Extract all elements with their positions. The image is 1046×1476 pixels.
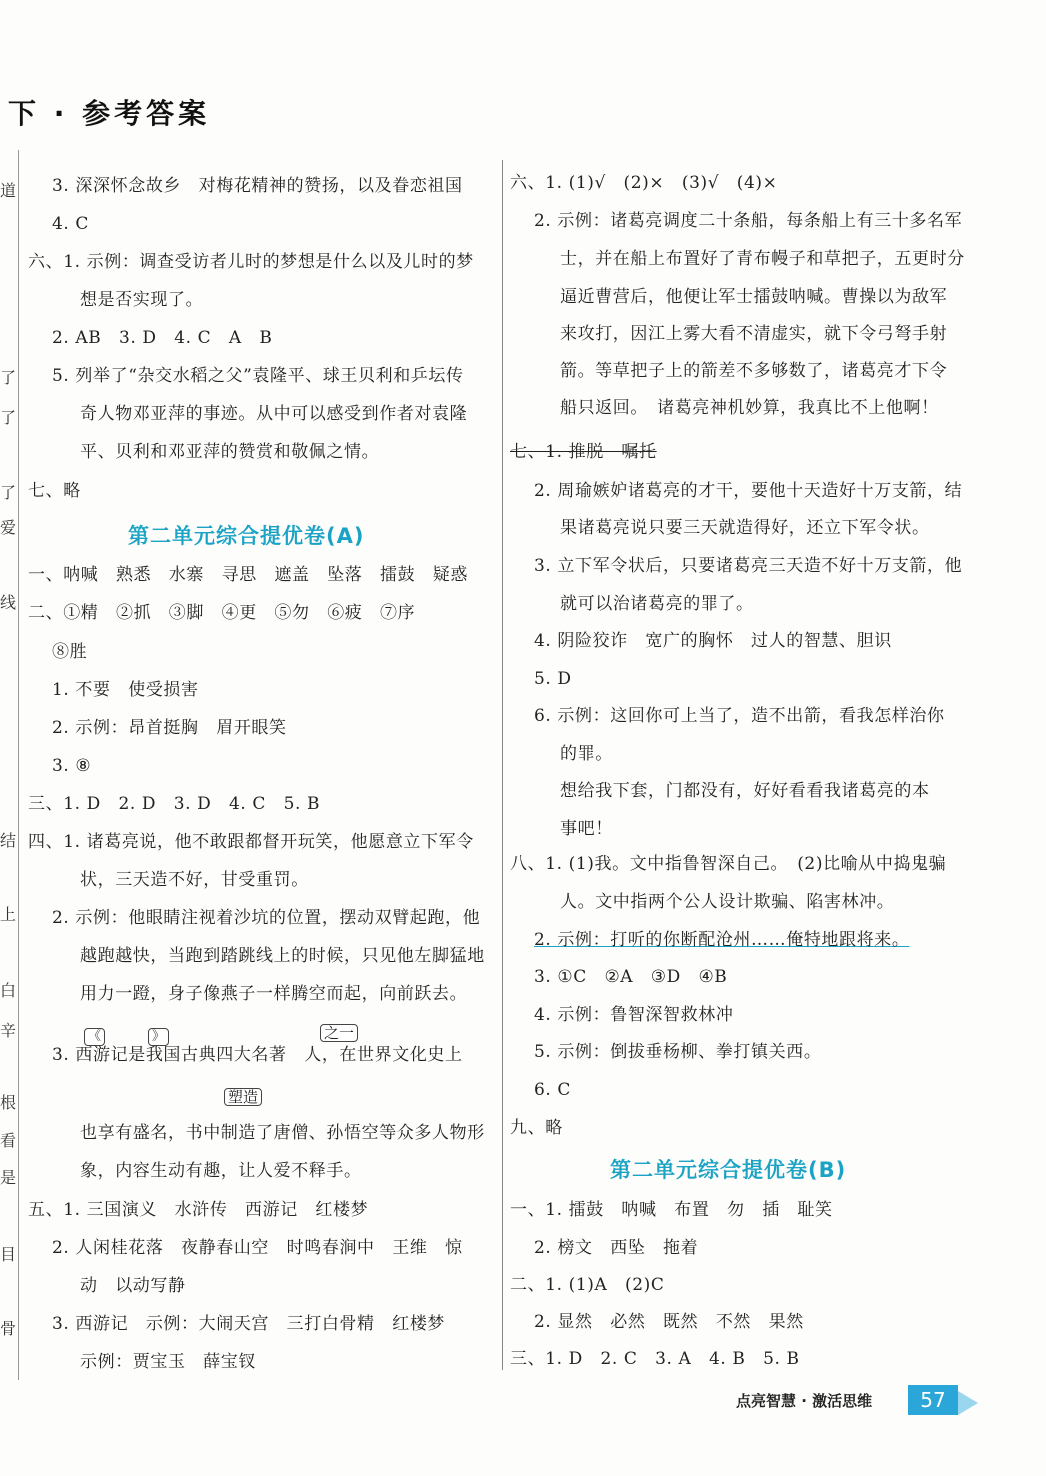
answer-line: 一、1. 擂鼓 呐喊 布置 勿 插 耻笑 — [510, 1200, 833, 1220]
answer-line: 3. 西游记 示例：大闹天宫 三打白骨精 红楼梦 — [52, 1314, 446, 1334]
page-header-title: 下 · 参考答案 — [8, 97, 211, 130]
margin-char: 道 — [0, 181, 17, 200]
answer-line: 逼近曹营后，他便让军士擂鼓呐喊。曹操以为敌军 — [560, 287, 948, 307]
answer-line: 六、1. (1)√ (2)× (3)√ (4)× — [510, 173, 778, 193]
answer-line: 2. 示例：打听的你断配沧州……俺特地跟将来。 — [534, 930, 910, 950]
answer-line: 2. 人闲桂花落 夜静春山空 时鸣春涧中 王维 惊 — [52, 1238, 463, 1258]
answer-line: 三、1. D 2. C 3. A 4. B 5. B — [510, 1349, 800, 1369]
answer-line: 4. 阴险狡诈 宽广的胸怀 过人的智慧、胆识 — [534, 631, 892, 651]
answer-line: 5. 列举了“杂交水稻之父”袁隆平、球王贝利和乒坛传 — [52, 366, 464, 386]
answer-line: 3. 西游记是我国古典四大名著 人，在世界文化史上 — [52, 1045, 463, 1065]
answer-line: 1. 不要 使受损害 — [52, 680, 199, 700]
answer-line: 就可以治诸葛亮的罪了。 — [560, 594, 754, 614]
answer-line: 3. ①C ②A ③D ④B — [534, 967, 728, 987]
answer-line: 平、贝利和邓亚萍的赞赏和敬佩之情。 — [80, 442, 380, 462]
answer-line: 二、①精 ②抓 ③脚 ④更 ⑤勿 ⑥疲 ⑦序 — [28, 603, 416, 623]
answer-line: 七、1. 推脱 嘱托 — [510, 442, 657, 462]
answer-line: 2. 榜文 西坠 拖着 — [534, 1238, 699, 1258]
answer-line: 6. 示例：这回你可上当了，造不出箭，看我怎样治你 — [534, 706, 945, 726]
margin-char: 了 — [0, 483, 17, 502]
answer-line: 人。文中指两个公人设计欺骗、陷害林冲。 — [560, 892, 895, 912]
column-divider — [502, 160, 503, 1370]
answer-line: 一、呐喊 熟悉 水寨 寻思 遮盖 坠落 擂鼓 疑惑 — [28, 565, 468, 585]
answer-line: 船只返回。 诸葛亮神机妙算，我真比不上他啊！ — [560, 398, 939, 418]
answer-line: 2. AB 3. D 4. C A B — [52, 328, 273, 348]
answer-line: 四、1. 诸葛亮说，他不敢跟都督开玩笑，他愿意立下军令 — [28, 832, 474, 852]
left-margin-fragments — [0, 150, 19, 1380]
margin-char: 线 — [0, 593, 17, 612]
margin-char: 根 — [0, 1093, 17, 1112]
answer-line: 5. D — [534, 669, 572, 689]
answer-line: 示例：贾宝玉 薛宝钗 — [80, 1352, 256, 1372]
answer-line: 七、略 — [28, 481, 81, 501]
section-title-b: 第二单元综合提优卷(B) — [610, 1158, 847, 1182]
answer-line: 三、1. D 2. D 3. D 4. C 5. B — [28, 794, 321, 814]
answer-line: 箭。等草把子上的箭差不多够数了，诸葛亮才下令 — [560, 361, 948, 381]
answer-line: 象，内容生动有趣，让人爱不释手。 — [80, 1161, 362, 1181]
answer-line: 2. 周瑜嫉妒诸葛亮的才干，要他十天造好十万支箭，结 — [534, 481, 963, 501]
margin-char: 了 — [0, 368, 17, 387]
answer-line: 状，三天造不好，甘受重罚。 — [80, 870, 309, 890]
margin-char: 辛 — [0, 1021, 17, 1040]
answer-line: 九、略 — [510, 1118, 563, 1138]
answer-line: 五、1. 三国演义 水浒传 西游记 红楼梦 — [28, 1200, 369, 1220]
answer-line: ⑧胜 — [52, 642, 88, 662]
answer-line: 用力一蹬，身子像燕子一样腾空而起，向前跃去。 — [80, 984, 468, 1004]
answer-line: 2. 显然 必然 既然 不然 果然 — [534, 1312, 804, 1332]
answer-line: 4. 示例：鲁智深智救林冲 — [534, 1005, 734, 1025]
answer-line: 六、1. 示例：调查受访者儿时的梦想是什么以及儿时的梦 — [28, 252, 474, 272]
answer-line: 八、1. (1)我。文中指鲁智深自己。 (2)比喻从中捣鬼骗 — [510, 854, 947, 874]
margin-char: 爱 — [0, 518, 17, 537]
answer-line: 想是否实现了。 — [80, 290, 204, 310]
correction-mark-suzao: 塑造 — [224, 1088, 262, 1106]
answer-line: 的罪。 — [560, 744, 613, 764]
correction-mark-zhiyi: 之一 — [320, 1024, 358, 1042]
margin-char: 了 — [0, 408, 17, 427]
answer-line: 越跑越快，当跑到踏跳线上的时候，只见他左脚猛地 — [80, 946, 485, 966]
answer-line: 事吧！ — [560, 819, 613, 839]
answer-line: 2. 示例：他眼睛注视着沙坑的位置，摆动双臂起跑，他 — [52, 908, 481, 928]
answer-line: 2. 示例：诸葛亮调度二十条船，每条船上有三十多名军 — [534, 211, 963, 231]
margin-char: 看 — [0, 1131, 17, 1150]
answer-line: 奇人物邓亚萍的事迹。从中可以感受到作者对袁隆 — [80, 404, 468, 424]
margin-char: 骨 — [0, 1319, 17, 1338]
margin-char: 目 — [0, 1245, 17, 1264]
margin-char: 结 — [0, 831, 17, 850]
answer-line: 6. C — [534, 1080, 572, 1100]
page-badge-arrow — [958, 1391, 978, 1415]
correction-mark-book-close: 》 — [148, 1028, 169, 1046]
answer-line: 3. 深深怀念故乡 对梅花精神的赞扬，以及眷恋祖国 — [52, 176, 463, 196]
answer-line: 3. ⑧ — [52, 756, 92, 776]
answer-line: 2. 示例：昂首挺胸 眉开眼笑 — [52, 718, 287, 738]
correction-mark-book-open: 《 — [84, 1028, 105, 1046]
answer-line: 想给我下套，门都没有，好好看看我诸葛亮的本 — [560, 781, 930, 801]
answer-line: 二、1. (1)A (2)C — [510, 1275, 665, 1295]
answer-line: 来攻打，因江上雾大看不清虚实，就下令弓弩手射 — [560, 324, 948, 344]
answer-line: 士，并在船上布置好了青布幔子和草把子，五更时分 — [560, 249, 965, 269]
margin-char: 是 — [0, 1168, 17, 1187]
page-number-badge: 57 — [908, 1385, 958, 1415]
section-title-a: 第二单元综合提优卷(A) — [128, 524, 365, 548]
margin-char: 白 — [0, 981, 17, 1000]
answer-line: 5. 示例：倒拔垂杨柳、拳打镇关西。 — [534, 1042, 822, 1062]
margin-char: 上 — [0, 905, 17, 924]
footer-slogan: 点亮智慧 · 激活思维 — [736, 1392, 873, 1410]
answer-line: 也享有盛名，书中制造了唐僧、孙悟空等众多人物形 — [80, 1123, 485, 1143]
answer-line: 动 以动写静 — [80, 1276, 186, 1296]
answer-line: 3. 立下军令状后，只要诸葛亮三天造不好十万支箭，他 — [534, 556, 963, 576]
answer-line: 4. C — [52, 214, 90, 234]
answer-line: 果诸葛亮说只要三天就造得好，还立下军令状。 — [560, 518, 930, 538]
